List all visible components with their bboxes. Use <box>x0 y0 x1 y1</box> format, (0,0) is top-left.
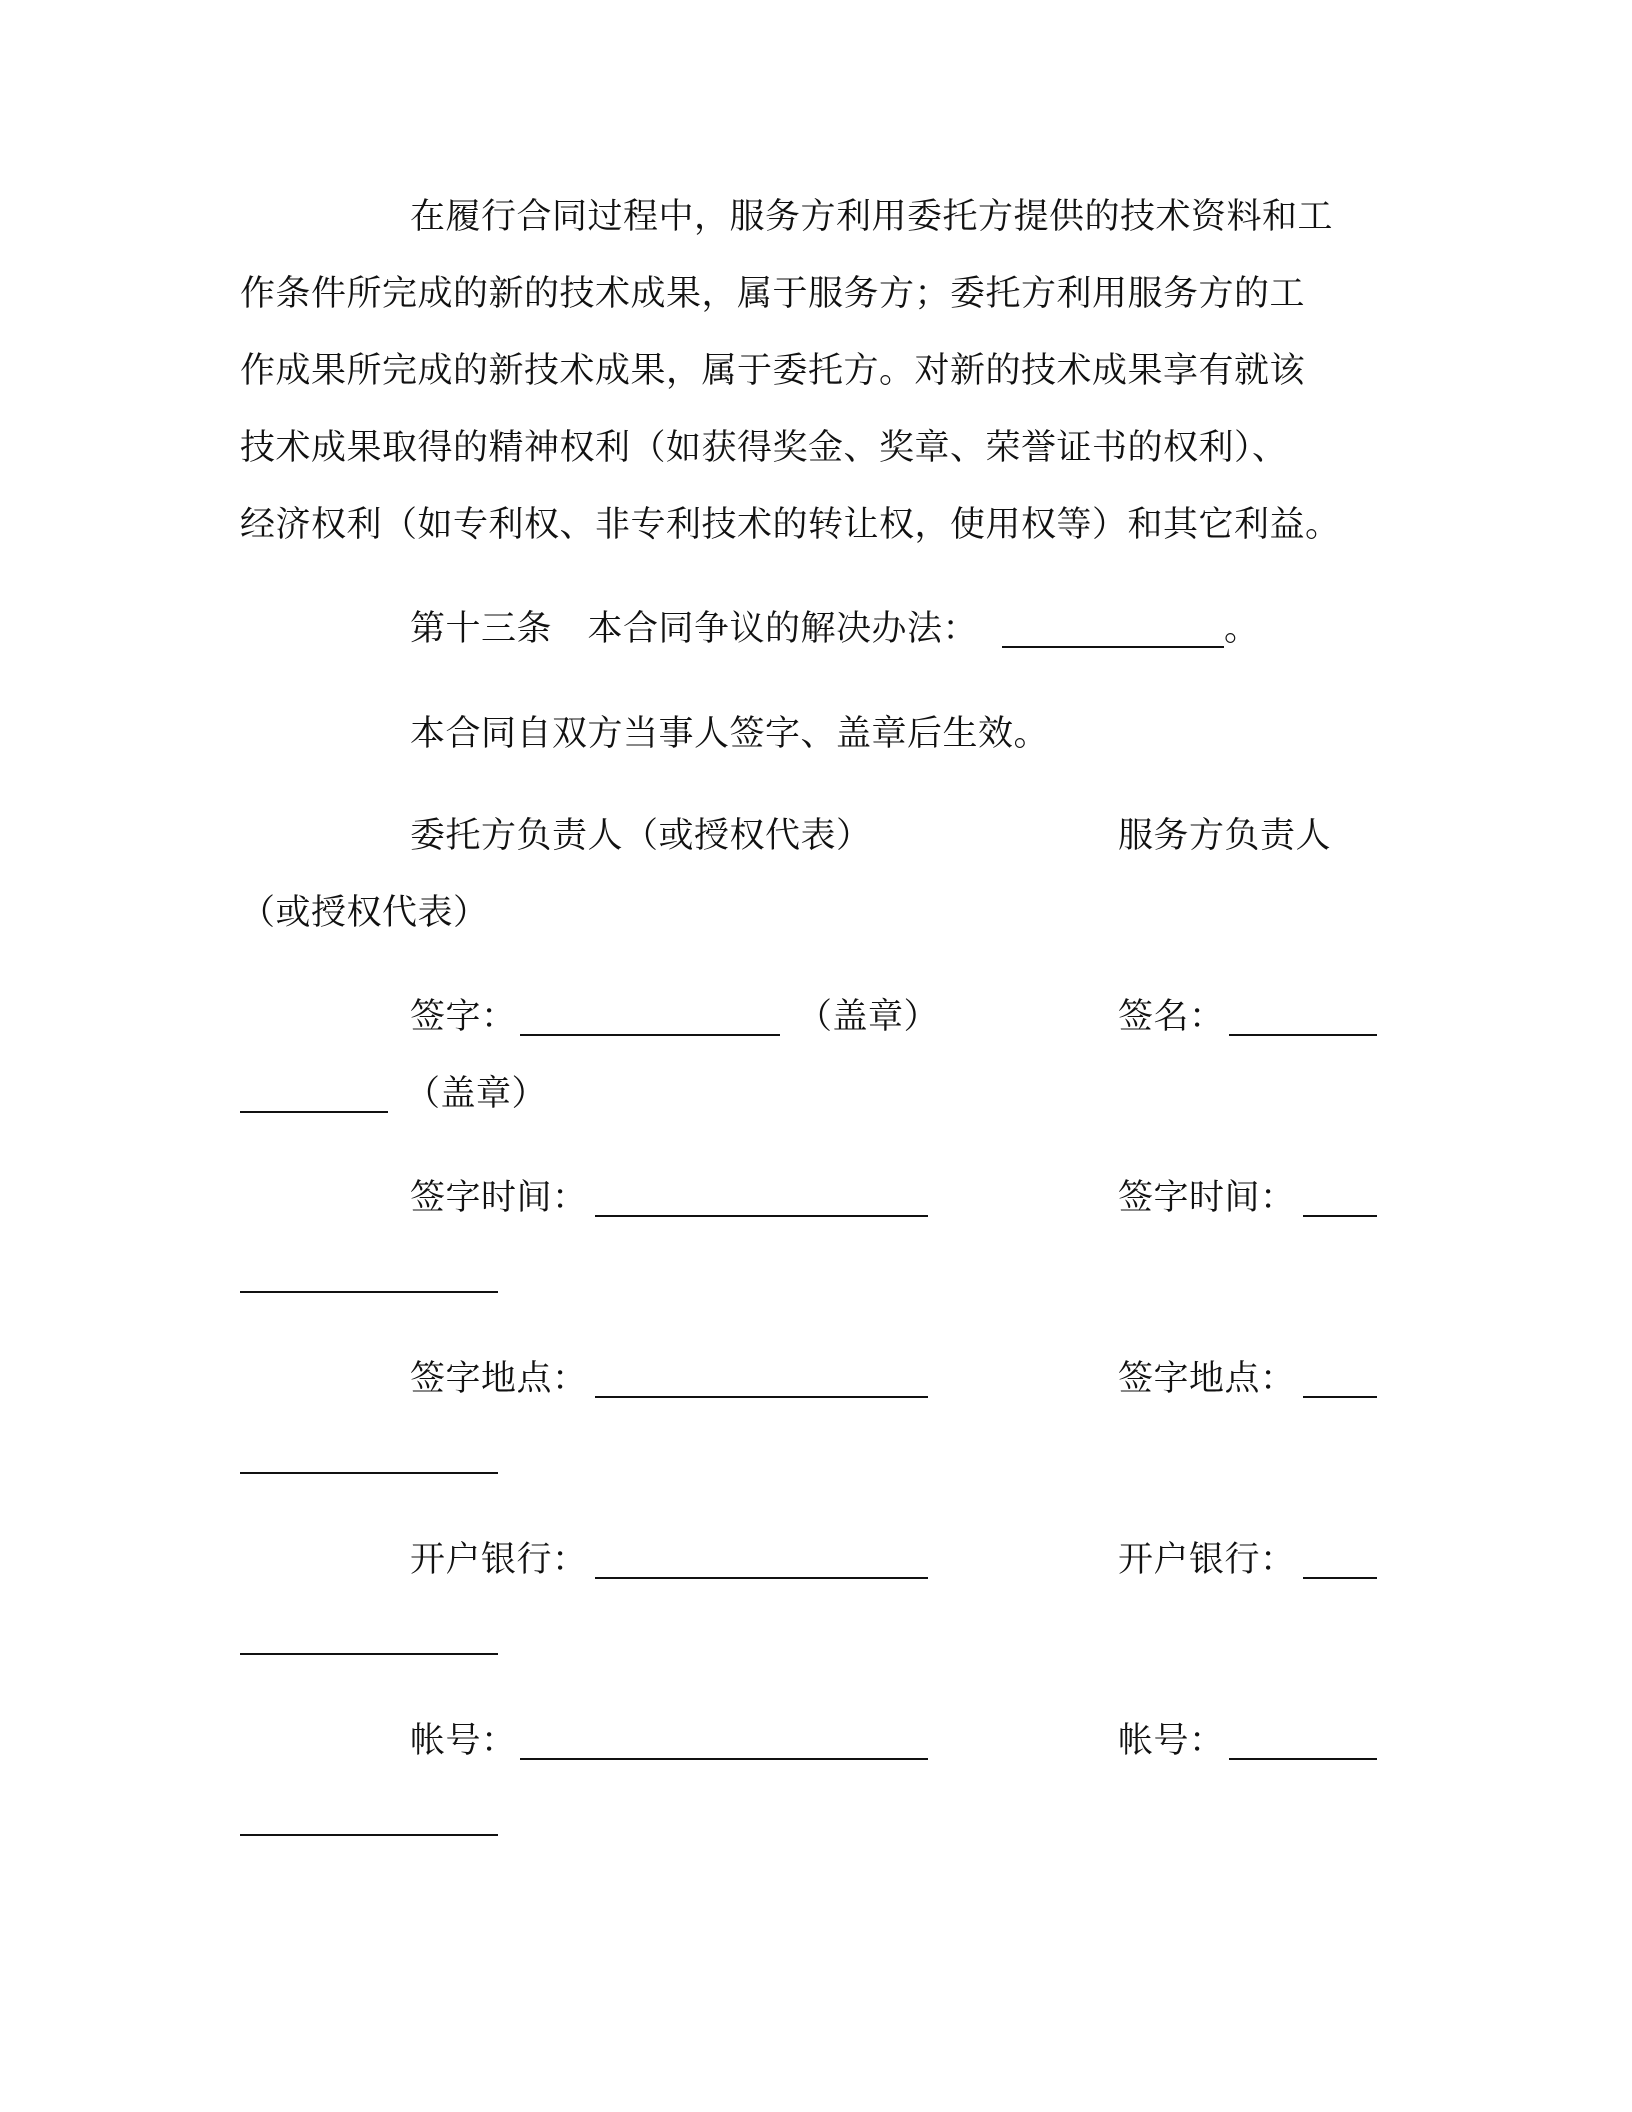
dispute-resolution-blank[interactable] <box>1002 646 1224 648</box>
service-sign-label: 签名： <box>1118 997 1225 1037</box>
service-place-label: 签字地点： <box>1118 1359 1296 1399</box>
service-sign-field[interactable] <box>1229 1034 1377 1036</box>
client-rep-label: 委托方负责人（或授权代表） <box>410 816 872 856</box>
client-place-label: 签字地点： <box>410 1359 588 1399</box>
paragraph-line: 作条件所完成的新的技术成果，属于服务方；委托方利用服务方的工 <box>240 274 1306 314</box>
service-place-field-cont[interactable] <box>240 1472 498 1474</box>
paragraph-line: 经济权利（如专利权、非专利技术的转让权，使用权等）和其它利益。 <box>240 505 1341 545</box>
service-time-field[interactable] <box>1303 1215 1377 1217</box>
paragraph-line: 技术成果取得的精神权利（如获得奖金、奖章、荣誉证书的权利）、 <box>240 428 1288 468</box>
effective-clause: 本合同自双方当事人签字、盖章后生效。 <box>410 714 1050 754</box>
service-time-label: 签字时间： <box>1118 1178 1296 1218</box>
service-place-field[interactable] <box>1303 1396 1377 1398</box>
client-account-label: 帐号： <box>410 1721 517 1761</box>
service-bank-field[interactable] <box>1303 1577 1377 1579</box>
service-account-field[interactable] <box>1229 1758 1377 1760</box>
client-time-label: 签字时间： <box>410 1178 588 1218</box>
paragraph-line: 在履行合同过程中，服务方利用委托方提供的技术资料和工 <box>410 197 1334 237</box>
client-bank-label: 开户银行： <box>410 1540 588 1580</box>
service-bank-label: 开户银行： <box>1118 1540 1296 1580</box>
client-seal-label: （盖章） <box>797 997 940 1037</box>
client-account-field[interactable] <box>520 1758 928 1760</box>
client-place-field[interactable] <box>595 1396 928 1398</box>
client-bank-field[interactable] <box>595 1577 928 1579</box>
service-bank-field-cont[interactable] <box>240 1653 498 1655</box>
service-account-label: 帐号： <box>1118 1721 1225 1761</box>
service-account-field-cont[interactable] <box>240 1834 498 1836</box>
service-rep-label-cont: （或授权代表） <box>240 893 489 933</box>
service-time-field-cont[interactable] <box>240 1291 498 1293</box>
article-13-label: 第十三条 本合同争议的解决办法： <box>410 609 979 649</box>
service-sign-field-cont[interactable] <box>240 1111 388 1113</box>
client-sign-label: 签字： <box>410 997 517 1037</box>
article-13-end-mark: 。 <box>1224 609 1260 649</box>
service-seal-label: （盖章） <box>405 1074 548 1114</box>
service-rep-label: 服务方负责人 <box>1118 816 1332 856</box>
client-time-field[interactable] <box>595 1215 928 1217</box>
paragraph-line: 作成果所完成的新技术成果，属于委托方。对新的技术成果享有就该 <box>240 351 1306 391</box>
client-sign-field[interactable] <box>520 1034 780 1036</box>
